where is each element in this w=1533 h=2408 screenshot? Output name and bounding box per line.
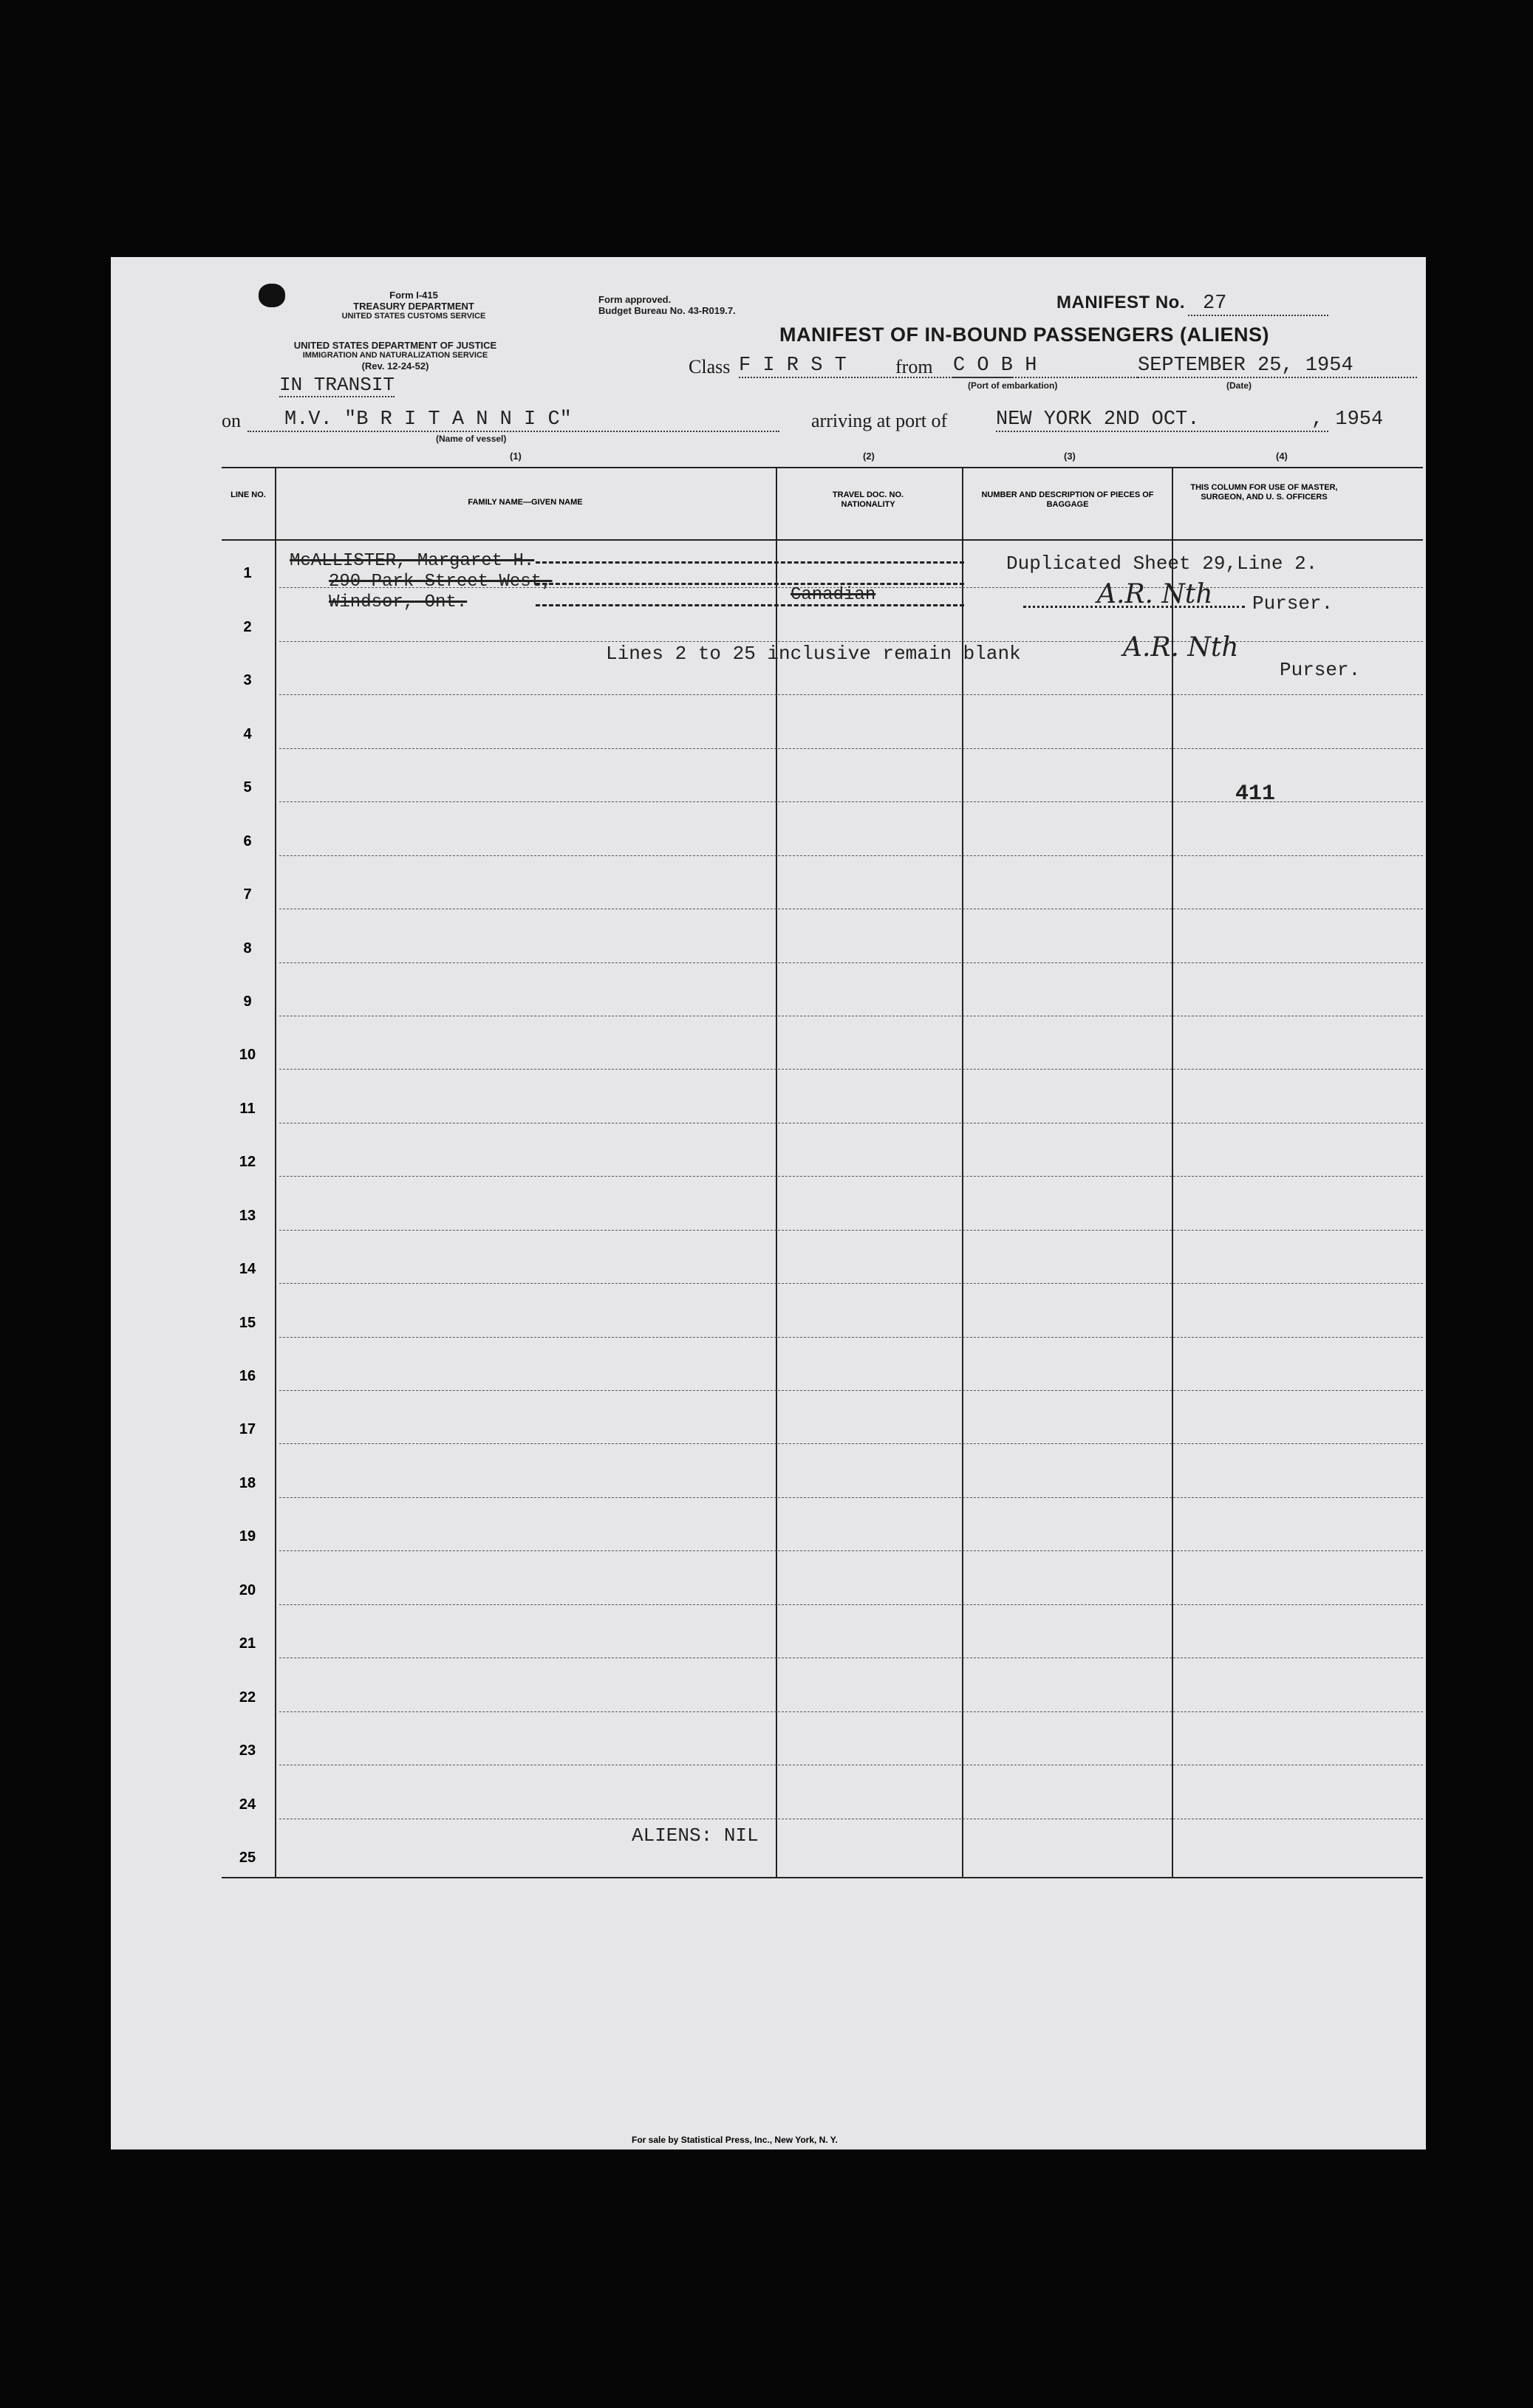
customs-service: UNITED STATES CUSTOMS SERVICE <box>341 312 486 321</box>
line-number: 24 <box>239 1796 256 1813</box>
entry-address: 290 Park Street West, <box>329 572 553 592</box>
class-value: F I R S T <box>739 355 1012 378</box>
row-rule <box>279 1069 1423 1070</box>
table-row <box>222 1824 1423 1877</box>
form-approved <box>598 294 736 316</box>
document-title: MANIFEST OF IN-BOUND PASSENGERS (ALIENS) <box>779 324 1270 346</box>
form-number: Form I-415 <box>389 290 438 301</box>
line-number: 23 <box>239 1742 256 1759</box>
header-line-no: LINE NO. <box>231 490 266 499</box>
line-number: 22 <box>239 1689 256 1706</box>
table-row <box>222 1288 1423 1341</box>
col-number-4: (4) <box>1276 451 1288 462</box>
table-row <box>222 700 1423 753</box>
table-row <box>222 1663 1423 1716</box>
line-number: 17 <box>239 1421 256 1438</box>
line-number: 3 <box>243 672 252 689</box>
line-number: 10 <box>239 1047 256 1064</box>
signature: A.R. Nth <box>1123 632 1239 663</box>
table-row <box>222 914 1423 967</box>
line-number: 5 <box>243 779 252 796</box>
port-embarkation-caption: (Port of embarkation) <box>968 380 1058 391</box>
line-number: 1 <box>243 565 252 582</box>
line-number: 25 <box>239 1849 256 1866</box>
table-row <box>222 1610 1423 1663</box>
table-row <box>222 1556 1423 1609</box>
from-value: C O B H <box>953 355 1138 378</box>
col-number-2: (2) <box>863 451 875 462</box>
row-rule <box>279 748 1423 749</box>
line-number: 9 <box>243 993 252 1010</box>
manifest-number-value: 27 <box>1188 293 1328 316</box>
purser-1: Purser. <box>1252 592 1334 615</box>
table-header <box>222 468 1423 541</box>
table-row <box>222 1395 1423 1448</box>
header-officers: THIS COLUMN FOR USE OF MASTER, SURGEON, AND U. S. OFFICERS <box>1190 483 1338 502</box>
line-number: 6 <box>243 832 252 849</box>
signature: A.R. Nth <box>1097 579 1213 609</box>
table-row <box>222 1342 1423 1395</box>
budget-bureau: Budget Bureau No. 43-R019.7. <box>598 305 736 316</box>
table-row <box>222 807 1423 860</box>
row-rule <box>279 1443 1423 1444</box>
row-rule <box>279 1550 1423 1551</box>
remain-blank-note: Lines 2 to 25 inclusive remain blank <box>606 643 1021 665</box>
col-number-1: (1) <box>510 451 522 462</box>
line-number: 21 <box>239 1635 256 1652</box>
line-number: 18 <box>239 1474 256 1491</box>
table-row <box>222 1502 1423 1556</box>
manifest-number <box>1056 293 1328 316</box>
printer-footer: For sale by Statistical Press, Inc., New York, N. Y. <box>632 2135 838 2145</box>
row-rule <box>279 962 1423 963</box>
entry-nationality: Canadian <box>791 585 876 605</box>
agency-block <box>332 290 495 321</box>
strike-line <box>536 604 964 606</box>
line-number: 19 <box>239 1528 256 1545</box>
form-approved-text: Form approved. <box>598 294 672 305</box>
line-number: 2 <box>243 618 252 635</box>
line-number: 7 <box>243 886 252 903</box>
table-row <box>222 1128 1423 1181</box>
col-number-3: (3) <box>1064 451 1076 462</box>
revision: (Rev. 12-24-52) <box>361 360 429 372</box>
ins-service: IMMIGRATION AND NATURALIZATION SERVICE <box>302 351 488 360</box>
arriving-year: , 1954 <box>1311 408 1384 431</box>
table-row <box>222 968 1423 1021</box>
strike-line <box>536 561 964 564</box>
table-row <box>222 861 1423 914</box>
row-rule <box>279 1176 1423 1177</box>
header-travel-doc: TRAVEL DOC. NO. NATIONALITY <box>832 490 904 509</box>
line-number: 4 <box>243 725 252 742</box>
date-value: SEPTEMBER 25, 1954 <box>1138 355 1417 378</box>
row-rule <box>279 855 1423 856</box>
arriving-value: NEW YORK 2ND OCT. <box>996 408 1328 432</box>
line-number: 13 <box>239 1207 256 1224</box>
row-rule <box>279 1230 1423 1231</box>
row-rule <box>279 1337 1423 1338</box>
in-transit-stamp: IN TRANSIT <box>279 374 395 396</box>
row-rule <box>279 1390 1423 1391</box>
on-label: on <box>222 410 241 431</box>
purser-2: Purser. <box>1280 659 1361 681</box>
stamp-number: 411 <box>1235 781 1276 807</box>
table-row <box>222 1021 1423 1074</box>
line-number: 20 <box>239 1581 256 1598</box>
duplicated-note: Duplicated Sheet 29,Line 2. <box>1006 553 1318 575</box>
header-family-name: FAMILY NAME—GIVEN NAME <box>468 498 583 507</box>
vessel-value: M.V. "B R I T A N N I C" <box>247 408 779 432</box>
passenger-table <box>222 467 1423 1878</box>
table-row <box>222 1717 1423 1770</box>
table-row <box>222 1074 1423 1127</box>
row-rule <box>279 1283 1423 1284</box>
line-number: 12 <box>239 1154 256 1171</box>
line-number: 8 <box>243 940 252 957</box>
treasury-department: TREASURY DEPARTMENT <box>353 301 474 312</box>
line-number: 11 <box>239 1100 256 1117</box>
table-row <box>222 1181 1423 1234</box>
table-row <box>222 1235 1423 1288</box>
vessel-caption: (Name of vessel) <box>436 434 507 444</box>
line-number: 16 <box>239 1368 256 1385</box>
row-rule <box>279 1711 1423 1712</box>
entry-city: Windsor, Ont. <box>329 592 468 612</box>
date-caption: (Date) <box>1226 380 1252 391</box>
class-label: Class <box>689 356 731 377</box>
table-row <box>222 1770 1423 1823</box>
entry-name: McALLISTER, Margaret H. <box>290 551 535 571</box>
row-rule <box>279 694 1423 695</box>
strike-line <box>536 583 964 585</box>
aliens-nil: ALIENS: NIL <box>632 1824 759 1847</box>
arriving-label: arriving at port of <box>811 410 948 431</box>
row-rule <box>279 1604 1423 1605</box>
header-baggage: NUMBER AND DESCRIPTION OF PIECES OF BAGGAGE <box>981 490 1154 509</box>
row-rule <box>279 641 1423 642</box>
line-number: 14 <box>239 1261 256 1278</box>
row-rule <box>279 1497 1423 1498</box>
line-number: 15 <box>239 1314 256 1331</box>
ink-blot <box>259 284 285 307</box>
from-label: from <box>895 356 933 377</box>
manifest-label: MANIFEST No. <box>1056 293 1185 312</box>
table-row <box>222 1448 1423 1502</box>
justice-block <box>233 340 558 372</box>
justice-department: UNITED STATES DEPARTMENT OF JUSTICE <box>293 340 497 351</box>
